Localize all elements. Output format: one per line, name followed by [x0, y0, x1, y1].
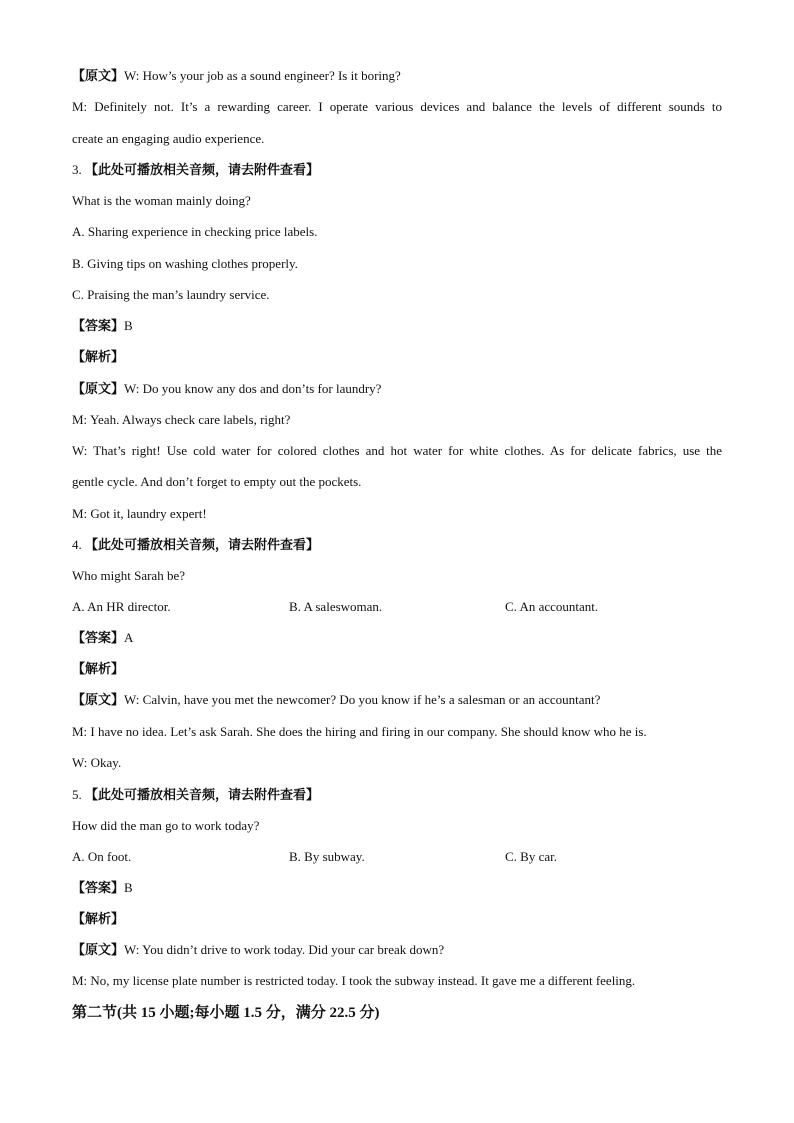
- transcript-line: [72, 942, 444, 958]
- question-4-option-b: B. A saleswoman.: [289, 599, 383, 614]
- question-3-stem: What is the woman mainly doing?: [72, 193, 251, 208]
- question-3-option-a: A. Sharing experience in checking price labels.: [72, 224, 318, 239]
- question-5-options: [72, 849, 672, 865]
- question-4-stem: Who might Sarah be?: [72, 568, 185, 583]
- transcript-line: [72, 692, 600, 708]
- question-5-header: [72, 787, 319, 803]
- answer-tag: 【答案】: [72, 318, 125, 333]
- transcript-tag: 【原文】: [72, 942, 125, 957]
- transcript-tag: 【原文】: [72, 381, 125, 396]
- transcript-tag: 【原文】: [72, 68, 125, 83]
- answer-value: A: [124, 630, 134, 645]
- transcript-line: M: Definitely not. It’s a rewarding career. I operate various devices and balance the levels of different sounds to: [72, 99, 722, 114]
- transcript-tag: 【原文】: [72, 692, 125, 707]
- transcript-text: W: Do you know any dos and don’ts for laundry?: [124, 381, 382, 396]
- transcript-line: M: I have no idea. Let’s ask Sarah. She does the hiring and firing in our company. She should know who he is.: [72, 724, 647, 739]
- answer-value: B: [124, 880, 133, 895]
- audio-attachment-link[interactable]: 【此处可播放相关音频，请去附件查看】: [85, 787, 320, 802]
- question-3-option-c: C. Praising the man’s laundry service.: [72, 287, 270, 302]
- question-5-option-b: B. By subway.: [289, 849, 365, 864]
- transcript-line: [72, 68, 401, 84]
- transcript-line: M: Yeah. Always check care labels, right?: [72, 412, 291, 427]
- transcript-line: M: No, my license plate number is restricted today. I took the subway instead. It gave me a different feeling.: [72, 973, 636, 988]
- question-3-answer: [72, 318, 133, 334]
- question-5-option-c: C. By car.: [505, 849, 557, 864]
- transcript-line: W: Okay.: [72, 755, 122, 770]
- question-number: 5.: [72, 787, 85, 802]
- question-5-option-a: A. On foot.: [72, 849, 132, 864]
- question-3-header: [72, 162, 319, 178]
- transcript-text: W: You didn’t drive to work today. Did your car break down?: [124, 942, 445, 957]
- question-4-options: [72, 599, 672, 615]
- analysis-tag: 【解析】: [72, 911, 125, 926]
- audio-attachment-link[interactable]: 【此处可播放相关音频，请去附件查看】: [85, 162, 320, 177]
- question-4-option-a: A. An HR director.: [72, 599, 171, 614]
- transcript-line: M: Got it, laundry expert!: [72, 506, 207, 521]
- question-4-answer: [72, 630, 133, 646]
- transcript-line: create an engaging audio experience.: [72, 131, 265, 146]
- question-3-option-b: B. Giving tips on washing clothes properly.: [72, 256, 298, 271]
- question-4-header: [72, 537, 319, 553]
- transcript-line: gentle cycle. And don’t forget to empty out the pockets.: [72, 474, 362, 489]
- section-heading: 第二节(共 15 小题;每小题 1.5 分，满分 22.5 分): [72, 1005, 380, 1021]
- analysis-tag: 【解析】: [72, 349, 125, 364]
- audio-attachment-link[interactable]: 【此处可播放相关音频，请去附件查看】: [85, 537, 320, 552]
- transcript-text: W: Calvin, have you met the newcomer? Do you know if he’s a salesman or an accountant?: [124, 692, 601, 707]
- question-4-option-c: C. An accountant.: [505, 599, 599, 614]
- transcript-text: W: How’s your job as a sound engineer? Is it boring?: [124, 68, 401, 83]
- answer-value: B: [124, 318, 133, 333]
- analysis-tag: 【解析】: [72, 661, 125, 676]
- answer-tag: 【答案】: [72, 630, 125, 645]
- answer-tag: 【答案】: [72, 880, 125, 895]
- transcript-line: W: That’s right! Use cold water for colored clothes and hot water for white clothes. As for delicate fabrics, use the: [72, 443, 722, 458]
- question-number: 3.: [72, 162, 85, 177]
- transcript-line: [72, 381, 381, 397]
- question-5-stem: How did the man go to work today?: [72, 818, 260, 833]
- question-5-answer: [72, 880, 133, 896]
- question-number: 4.: [72, 537, 85, 552]
